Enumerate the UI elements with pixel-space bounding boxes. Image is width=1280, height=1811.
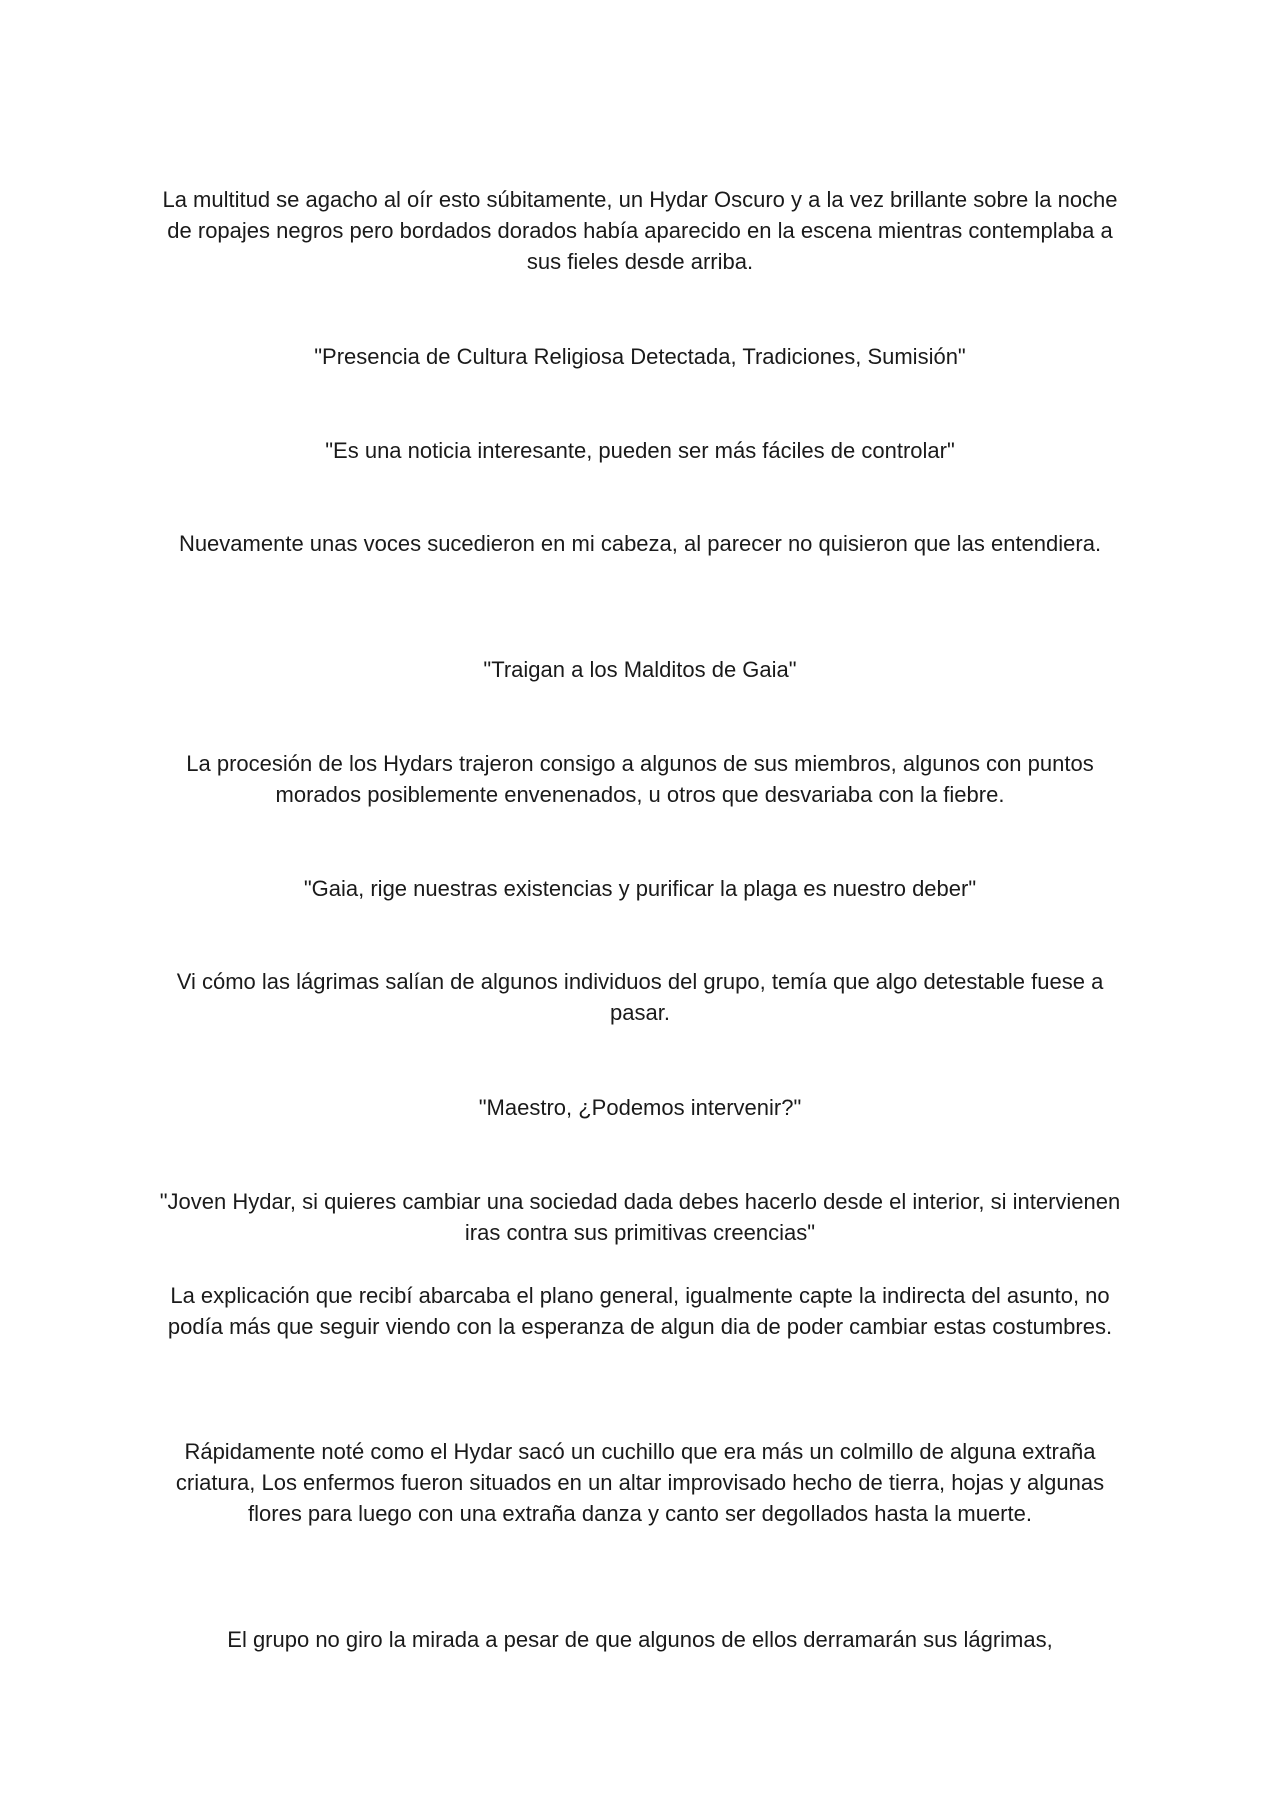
paragraph-11: La explicación que recibí abarcaba el plano general, igualmente capte la indirecta del asunto, no podía más que seguir viendo con la esperanza de algun dia de poder cambiar estas costumbres. <box>167 1283 1113 1339</box>
paragraph-3: "Es una noticia interesante, pueden ser más fáciles de controlar" <box>325 438 955 463</box>
paragraph-1: La multitud se agacho al oír esto súbitamente, un Hydar Oscuro y a la vez brillante sobre la noche de ropajes negros pero bordados dorados había aparecido en la escena mientras contemplaba a sus fieles desde arriba. <box>162 187 1118 274</box>
paragraph-7: "Gaia, rige nuestras existencias y purificar la plaga es nuestro deber" <box>303 876 977 901</box>
paragraph-10: "Joven Hydar, si quieres cambiar una sociedad dada debes hacerlo desde el interior, si intervienen iras contra sus primitivas creencias" <box>159 1189 1121 1245</box>
paragraph-8: Vi cómo las lágrimas salían de algunos individuos del grupo, temía que algo detestable fuese a pasar. <box>176 969 1104 1025</box>
paragraph-12: Rápidamente noté como el Hydar sacó un cuchillo que era más un colmillo de alguna extraña criatura, Los enfermos fueron situados en un altar improvisado hecho de tierra, hojas y algunas flores para luego con una extraña danza y canto ser degollados hasta la muerte. <box>175 1439 1105 1526</box>
paragraph-4: Nuevamente unas voces sucedieron en mi cabeza, al parecer no quisieron que las entendiera. <box>178 531 1102 556</box>
paragraph-6: La procesión de los Hydars trajeron consigo a algunos de sus miembros, algunos con puntos morados posiblemente envenenados, u otros que desvariaba con la fiebre. <box>186 751 1094 807</box>
paragraph-5: "Traigan a los Malditos de Gaia" <box>483 657 797 682</box>
paragraph-2: "Presencia de Cultura Religiosa Detectada, Tradiciones, Sumisión" <box>314 344 966 369</box>
paragraph-13: El grupo no giro la mirada a pesar de que algunos de ellos derramarán sus lágrimas, <box>227 1627 1053 1652</box>
paragraph-9: "Maestro, ¿Podemos intervenir?" <box>478 1095 802 1120</box>
